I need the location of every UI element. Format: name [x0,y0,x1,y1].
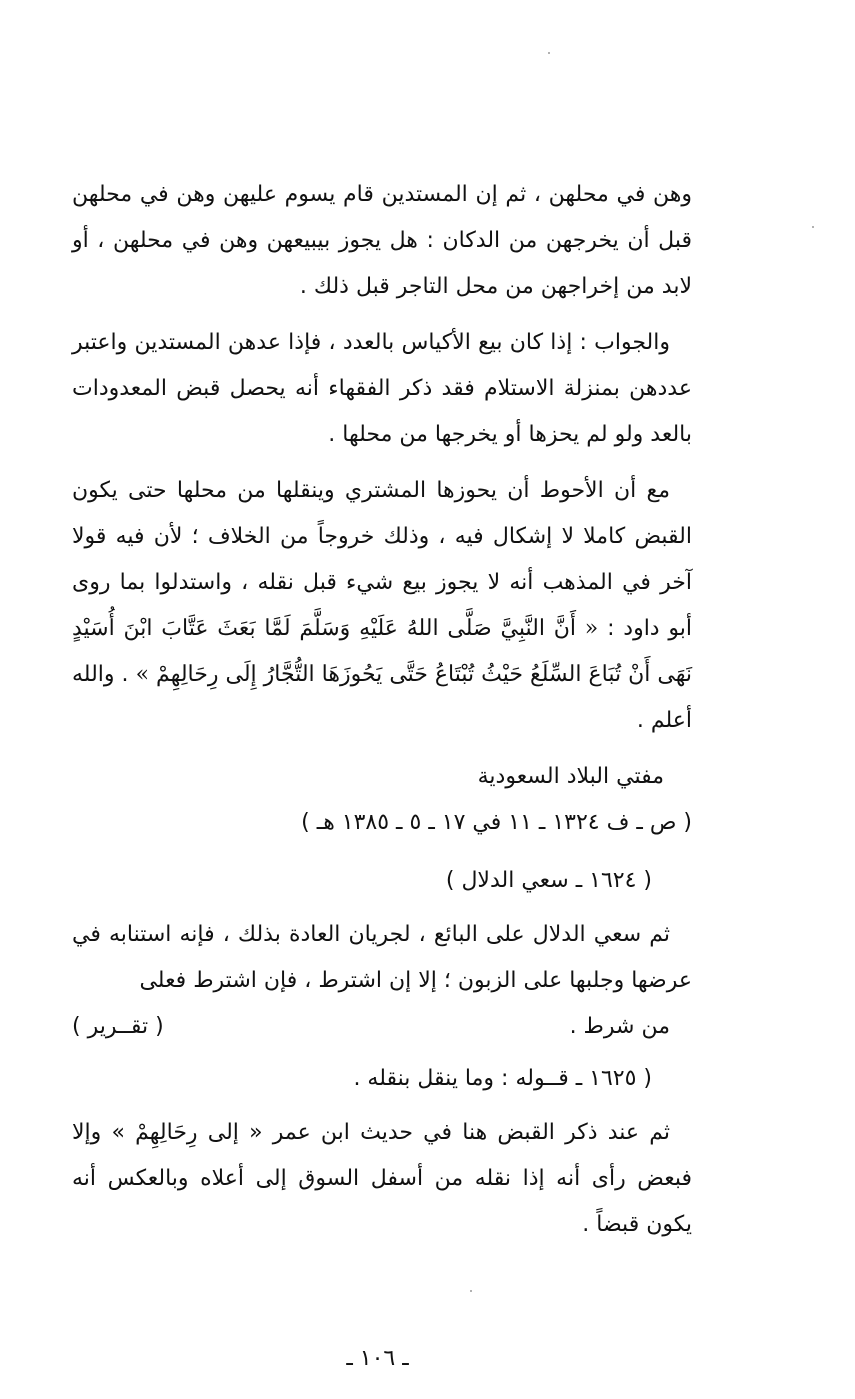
section-heading-1624: ( ١٦٢٤ ـ سعي الدلال ) [445,868,652,893]
hadith-quote: « أَنَّ النَّبِيَّ صَلَّى اللهُ عَلَيْهِ وَسَلَّمَ لَمَّا بَعَثَ عَتَّابَ ابْنَ أُسَيْدٍ نَهَى أَنْ تُبَاعَ السِّلَعُ حَيْثُ تُبْتَاعُ حَتَّى يَحُوزَهَا التُّجَّارُ إِلَى رِحَالِهِمْ » [72,616,692,687]
closing-phrase: . والله أعلم . [72,662,692,733]
paragraph-broker-fee-last-line [72,1004,692,1050]
paragraph-possession: ثم عند ذكر القبض هنا في حديث ابن عمر « إلى رِحَالِهِمْ » وإلا فبعض رأى أنه إذا نقله من أسفل السوق إلى أعلاه وبالعكس أنه يكون قبضاً . [72,1120,692,1237]
paragraph-broker-fee-text: ثم سعي الدلال على البائع ، لجريان العادة بذلك ، فإنه استنابه في عرضها وجلبها على الزبون ؛ إلا إن اشترط ، فإن اشترط فعلى [72,922,692,993]
mufti-signature: مفتي البلاد السعودية [477,764,664,789]
page-number: ـ ١٠٦ ـ [346,1346,409,1371]
page-body [72,172,692,1258]
fatwa-reference: ( ص ـ ف ١٣٢٤ ـ ١١ في ١٧ ـ ٥ ـ ١٣٨٥ هـ ) [301,810,692,835]
section-heading-1625: ( ١٦٢٥ ـ قــوله : وما ينقل بنقله . [353,1066,652,1091]
paragraph-caution [72,468,692,744]
scan-speck [470,1290,472,1292]
paragraph-answer: والجواب : إذا كان بيع الأكياس بالعدد ، فإذا عدهن المستدين واعتبر عددهن بمنزلة الاستلام فقد ذكر الفقهاء أنه يحصل قبض المعدودات بالعد ولو لم يحزها أو يخرجها من محلها . [72,330,692,447]
scan-speck [812,226,814,228]
source-label: ( تقــرير ) [72,1014,164,1039]
scan-speck [548,52,550,54]
paragraph-caution-text: مع أن الأحوط أن يحوزها المشتري وينقلها من محلها حتى يكون القبض كاملا لا إشكال فيه ، وذلك خروجاً من الخلاف ؛ لأن فيه قولا آخر في المذهب أنه لا يجوز بيع شيء قبل نقله ، واستدلوا بما روى أبو داود : [72,478,692,641]
paragraph-broker-fee [72,912,692,1050]
paragraph-question: وهن في محلهن ، ثم إن المستدين قام يسوم عليهن وهن في محلهن قبل أن يخرجهن من الدكان : هل يجوز بيبيعهن وهن في محلهن ، أو لابد من إخراجهن من محل التاجر قبل ذلك . [72,182,692,299]
paragraph-broker-fee-end: من شرط . [569,1014,670,1039]
